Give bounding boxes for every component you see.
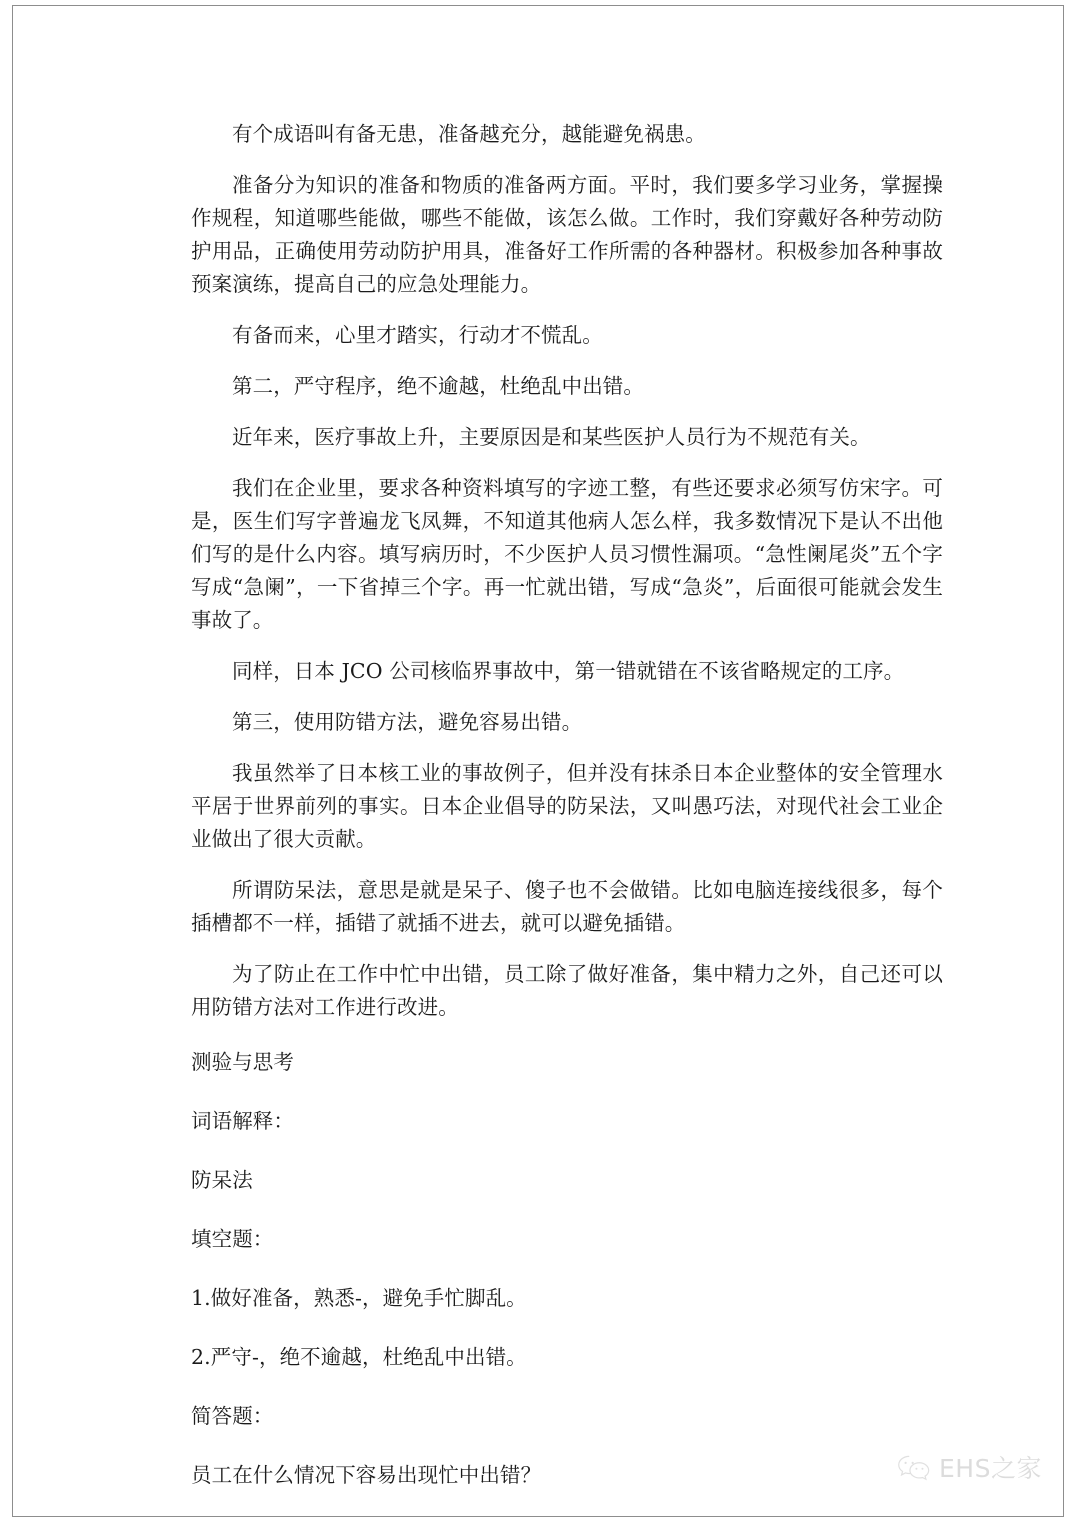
- paragraph-spacer: [191, 301, 943, 319]
- quiz-fill-item: 2.严守-，绝不逾越，杜绝乱中出错。: [191, 1345, 527, 1369]
- paragraph-spacer: [191, 151, 943, 169]
- document-text-body: [191, 118, 943, 1492]
- footer-brand-label: EHS之家: [939, 1453, 1042, 1483]
- paragraph-spacer: [191, 739, 943, 757]
- quiz-fill-label: 填空题：: [191, 1227, 274, 1251]
- paragraph-spacer: [191, 454, 943, 472]
- quiz-heading: 测验与思考: [191, 1050, 294, 1074]
- paragraph-spacer: [191, 940, 943, 958]
- paragraph: 有个成语叫有备无患，准备越充分，越能避免祸患。: [232, 122, 706, 146]
- paragraph: 近年来，医疗事故上升，主要原因是和某些医护人员行为不规范有关。: [232, 425, 871, 449]
- paragraph: 所谓防呆法，意思是就是呆子、傻子也不会做错。比如电脑连接线很多，每个插槽都不一样，插错了就插不进去，就可以避免插错。: [191, 878, 943, 935]
- paragraph: 我虽然举了日本核工业的事故例子，但并没有抹杀日本企业整体的安全管理水平居于世界前列的事实。日本企业倡导的防呆法，又叫愚巧法，对现代社会工业企业做出了很大贡献。: [191, 761, 943, 851]
- paragraph: 第二，严守程序，绝不逾越，杜绝乱中出错。: [232, 374, 644, 398]
- paragraph-spacer: [191, 403, 943, 421]
- quiz-vocab-term: 防呆法: [191, 1168, 253, 1192]
- paragraph: 有备而来，心里才踏实，行动才不慌乱。: [232, 323, 603, 347]
- quiz-vocab-label: 词语解释：: [191, 1109, 294, 1133]
- footer-watermark: [897, 1454, 1042, 1482]
- paragraph-spacer: [191, 688, 943, 706]
- quiz-spacer: [191, 1079, 943, 1105]
- paragraph-spacer: [191, 352, 943, 370]
- paragraph-spacer: [191, 1024, 943, 1046]
- paragraph-spacer: [191, 856, 943, 874]
- quiz-spacer: [191, 1433, 943, 1459]
- quiz-fill-item: 1.做好准备，熟悉-，避免手忙脚乱。: [191, 1286, 527, 1310]
- quiz-spacer: [191, 1374, 943, 1400]
- quiz-short-label: 简答题：: [191, 1404, 274, 1428]
- paragraph: 第三，使用防错方法，避免容易出错。: [232, 710, 583, 734]
- paragraph: 为了防止在工作中忙中出错，员工除了做好准备，集中精力之外，自己还可以用防错方法对工作进行改进。: [191, 962, 943, 1019]
- quiz-spacer: [191, 1197, 943, 1223]
- paragraph: 准备分为知识的准备和物质的准备两方面。平时，我们要多学习业务，掌握操作规程，知道哪些能做，哪些不能做，该怎么做。工作时，我们穿戴好各种劳动防护用品，正确使用劳动防护用具，准备好工作所需的各种器材。积极参加各种事故预案演练，提高自己的应急处理能力。: [191, 173, 943, 296]
- quiz-spacer: [191, 1256, 943, 1282]
- quiz-spacer: [191, 1138, 943, 1164]
- paragraph: 同样，日本 JCO 公司核临界事故中，第一错就错在不该省略规定的工序。: [232, 659, 905, 683]
- document-page: [12, 5, 1064, 1517]
- paragraph-spacer: [191, 637, 943, 655]
- quiz-short-item: 员工在什么情况下容易出现忙中出错？: [191, 1463, 542, 1487]
- wechat-icon: [897, 1454, 931, 1482]
- quiz-spacer: [191, 1315, 943, 1341]
- paragraph: 我们在企业里，要求各种资料填写的字迹工整，有些还要求必须写仿宋字。可是，医生们写字普遍龙飞凤舞，不知道其他病人怎么样，我多数情况下是认不出他们写的是什么内容。填写病历时，不少医护人员习惯性漏项。“急性阑尾炎”五个字写成“急阑”，一下省掉三个字。再一忙就出错，写成“急炎”，后面很可能就会发生事故了。: [191, 476, 943, 632]
